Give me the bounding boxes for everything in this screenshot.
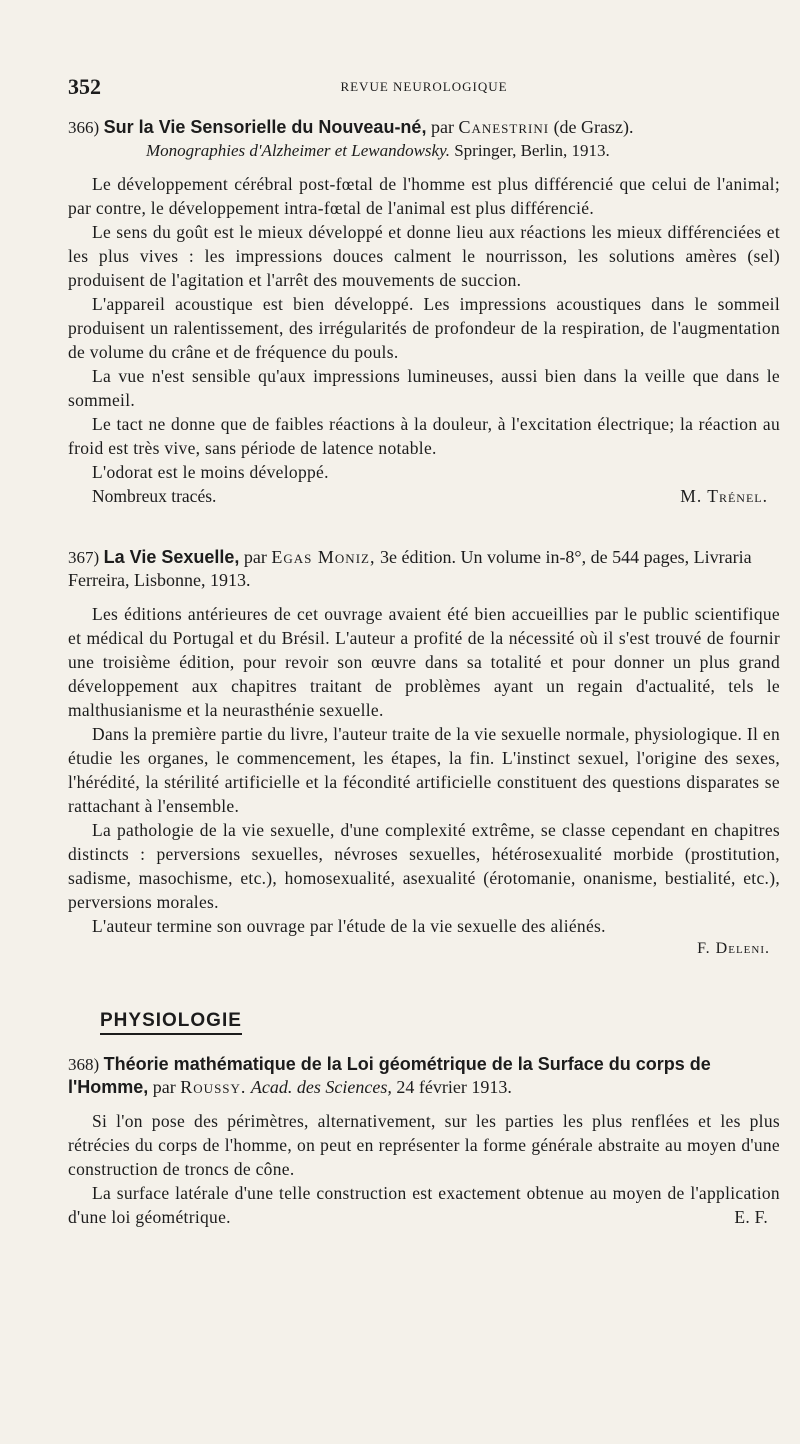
running-head	[68, 70, 780, 106]
entry-author: Egas Moniz,	[271, 547, 376, 567]
entry-number: 366)	[68, 118, 100, 137]
paragraph: Le tact ne donne que de faibles réactions à la douleur, à l'excitation électrique; la réaction au froid est très vive, sans période de latence notable.	[68, 414, 780, 458]
closing-text: Nombreux tracés.	[92, 486, 217, 506]
signature: E. F.	[734, 1207, 768, 1227]
entry-author: Canestrini	[458, 117, 550, 137]
entry-author: Roussy.	[180, 1077, 247, 1097]
author-place: (de Grasz).	[553, 117, 634, 137]
source: Acad. des Sciences,	[250, 1077, 392, 1097]
section-heading: PHYSIOLOGIE	[100, 1010, 242, 1035]
entry-366	[68, 116, 780, 508]
by-word: par	[152, 1077, 176, 1097]
entry-367-heading	[68, 546, 780, 592]
entry-number: 368)	[68, 1055, 100, 1074]
entry-368	[68, 1053, 780, 1229]
date: 24 février 1913.	[396, 1077, 512, 1097]
entry-367	[68, 546, 780, 958]
paragraph: La pathologie de la vie sexuelle, d'une complexité extrême, se classe cependant en chapitres distincts : perversions sexuelles, névroses sexuelles, hétérosexualité morbide (prostitution, sadisme, masochisme, etc.), homosexualité, asexualité (érotomanie, onanisme, bestialité, etc.), perversions morales.	[68, 820, 780, 912]
paragraph: Dans la première partie du livre, l'auteur traite de la vie sexuelle normale, physiologique. Il en étudie les organes, le commencement, les étapes, la fin. L'instinct sexuel, l'origine des sexes, l'hérédité, la stérilité artificielle et la fécondité artificielle constituent des questions disparates se rattachant à l'ensemble.	[68, 724, 780, 816]
paragraph: La vue n'est sensible qu'aux impressions lumineuses, aussi bien dans la veille que dans le sommeil.	[68, 366, 780, 410]
paragraph: Les éditions antérieures de cet ouvrage avaient été bien accueillies par le public scientifique et médical du Portugal et du Brésil. L'auteur a profité de la nécessité où il s'est trouvé de fournir une troisième édition, pour revoir son œuvre dans sa totalité et pour donner un plus grand développement aux chapitres traitant de problèmes ayant un regain d'actualité, tels le malthusianisme et la neurasthénie sexuelle.	[68, 604, 780, 720]
signature: M. Trénel.	[680, 486, 768, 506]
entry-title: Sur la Vie Sensorielle du Nouveau-né,	[103, 117, 427, 137]
entry-number: 367)	[68, 548, 100, 567]
signature: F. Deleni.	[697, 940, 770, 957]
closing-paragraph	[68, 1181, 780, 1229]
entry-title: La Vie Sexuelle,	[103, 547, 240, 567]
closing-text: La surface latérale d'une telle construction est exactement obtenue au moyen de l'application d'une loi géométrique.	[68, 1183, 780, 1227]
entry-366-heading	[68, 116, 780, 162]
entry-368-heading	[68, 1053, 780, 1099]
by-word: par	[430, 117, 454, 137]
entry-details: 3e édition. Un volume in-8°, de 544 pages, Livraria Ferreira, Lisbonne, 1913.	[68, 547, 752, 590]
journal-title: REVUE NEUROLOGIQUE	[340, 79, 508, 94]
series-title: Monographies d'Alzheimer et Lewandowsky.	[146, 141, 450, 160]
paragraph: Le développement cérébral post-fœtal de l'homme est plus différencié que celui de l'animal; par contre, le développement intra-fœtal de l'animal est plus différencié.	[68, 174, 780, 218]
paragraph: L'odorat est le moins développé.	[92, 462, 329, 482]
closing-line	[68, 484, 780, 508]
publisher: Springer, Berlin, 1913.	[454, 141, 610, 160]
paragraph: Si l'on pose des périmètres, alternativement, sur les parties les plus renflées et les plus rétrécies du corps de l'homme, on peut en représenter la forme générale abstraite au moyen d'une construction de troncs de cône.	[68, 1111, 780, 1179]
by-word: par	[243, 547, 267, 567]
paragraph: L'auteur termine son ouvrage par l'étude de la vie sexuelle des aliénés.	[92, 916, 606, 936]
paragraph: L'appareil acoustique est bien développé. Les impressions acoustiques dans le sommeil produisent un ralentissement, des irrégularités de profondeur de la respiration, de l'augmentation de volume du crâne et de fréquence du pouls.	[68, 294, 780, 362]
entry-title: Théorie mathématique de la Loi géométrique de la Surface du corps de l'Homme,	[68, 1054, 711, 1097]
page	[68, 70, 780, 1229]
paragraph: Le sens du goût est le mieux développé et donne lieu aux réactions les mieux différenciées et les plus vives : les impressions douces calment le nourrisson, les solutions amères (sel) produisent de l'agitation et l'arrêt des mouvements de succion.	[68, 222, 780, 290]
page-number: 352	[68, 74, 101, 99]
